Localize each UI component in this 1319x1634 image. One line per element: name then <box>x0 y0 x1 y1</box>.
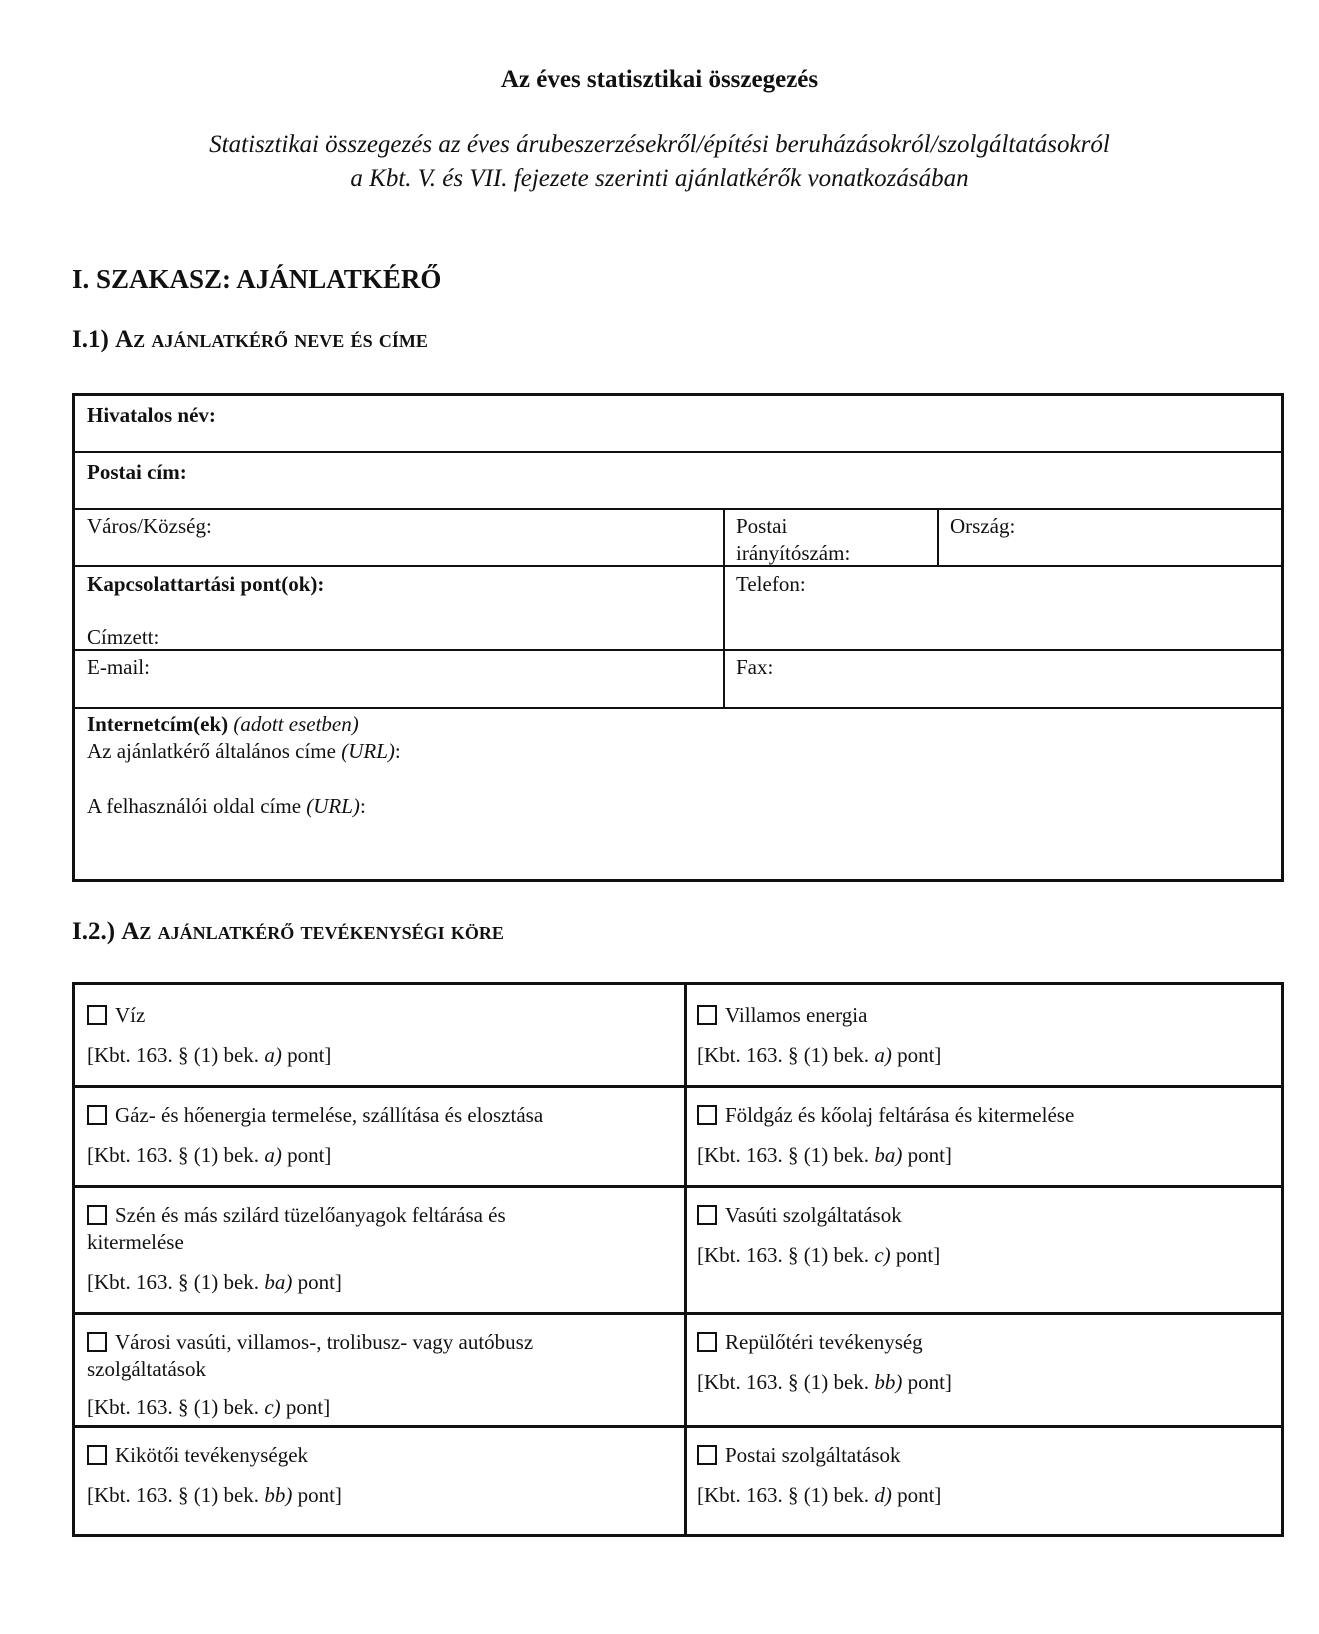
activity-reference <box>87 1395 330 1420</box>
city-label: Város/Község: <box>87 514 212 538</box>
ref-letter: d) <box>874 1483 892 1507</box>
ref-letter: c) <box>264 1395 281 1419</box>
ref-letter: a) <box>264 1043 282 1067</box>
row-divider <box>75 1085 1281 1088</box>
activity-label-cont: szolgáltatások <box>87 1357 206 1381</box>
activity-oil-gas-extraction[interactable] <box>697 1102 1074 1129</box>
buyer-profile-url-label <box>87 793 366 820</box>
activity-label-cont: kitermelése <box>87 1230 184 1254</box>
ref-letter: ba) <box>264 1270 293 1294</box>
activity-reference <box>87 1043 331 1068</box>
contracting-authority-table <box>72 393 1284 882</box>
activity-reference <box>697 1483 941 1508</box>
activity-label: Repülőtéri tevékenység <box>725 1330 923 1354</box>
internet-address-label <box>87 711 359 738</box>
row-divider <box>75 1185 1281 1188</box>
ref-suffix: pont] <box>897 1043 942 1067</box>
checkbox[interactable] <box>87 1445 107 1465</box>
general-url-label <box>87 738 401 765</box>
checkbox[interactable] <box>87 1205 107 1225</box>
activity-postal[interactable] <box>697 1442 901 1469</box>
activity-coal-extraction[interactable] <box>87 1202 506 1256</box>
phone-label: Telefon: <box>736 572 806 596</box>
ref-letter: a) <box>264 1143 282 1167</box>
contact-point-label: Kapcsolattartási pont(ok): <box>87 572 325 596</box>
activity-reference <box>87 1143 331 1168</box>
document-title: Az éves statisztikai összegezés <box>500 66 819 93</box>
checkbox[interactable] <box>87 1332 107 1352</box>
ref-suffix: pont] <box>297 1270 342 1294</box>
ref-text: [Kbt. 163. § (1) bek. <box>697 1370 870 1394</box>
subsection-heading-1 <box>72 326 428 354</box>
activity-label: Víz <box>115 1003 146 1027</box>
activity-urban-transport[interactable] <box>87 1329 533 1383</box>
activity-label: Postai szolgáltatások <box>725 1443 901 1467</box>
general-url-text: Az ajánlatkérő általános címe <box>87 739 336 763</box>
activity-label: Vasúti szolgáltatások <box>725 1203 902 1227</box>
activity-reference <box>697 1243 940 1268</box>
checkbox[interactable] <box>697 1105 717 1125</box>
checkbox[interactable] <box>697 1005 717 1025</box>
activity-label: Földgáz és kőolaj feltárása és kitermelése <box>725 1103 1075 1127</box>
row-divider <box>75 649 1281 651</box>
row-divider <box>75 451 1281 453</box>
ref-text: [Kbt. 163. § (1) bek. <box>697 1483 870 1507</box>
subsection-number: I.1) <box>72 326 109 353</box>
activity-label: Városi vasúti, villamos-, trolibusz- vagy autóbusz <box>115 1330 534 1354</box>
activity-label: Kikötői tevékenységek <box>115 1443 309 1467</box>
activity-label: Gáz- és hőenergia termelése, szállítása és elosztása <box>115 1103 544 1127</box>
activity-label: Villamos energia <box>725 1003 868 1027</box>
ref-text: [Kbt. 163. § (1) bek. <box>87 1043 260 1067</box>
activity-reference <box>87 1270 342 1295</box>
column-divider <box>723 508 725 707</box>
official-name-label: Hivatalos név: <box>87 403 216 427</box>
ref-letter: a) <box>874 1043 892 1067</box>
ref-letter: bb) <box>874 1370 903 1394</box>
activity-gas-heat[interactable] <box>87 1102 543 1129</box>
activity-reference <box>697 1370 952 1395</box>
row-divider <box>75 1312 1281 1315</box>
activity-port[interactable] <box>87 1442 308 1469</box>
subsection-title: Az ajánlatkérő tevékenységi köre <box>121 918 504 945</box>
subtitle-line-1: Statisztikai összegezés az éves árubeszerzésekről/építési beruházásokról/szolgáltatásokról <box>209 131 1110 158</box>
ref-suffix: pont] <box>907 1370 952 1394</box>
ref-text: [Kbt. 163. § (1) bek. <box>697 1043 870 1067</box>
url-note: (URL) <box>306 794 360 818</box>
url-note: (URL) <box>341 739 395 763</box>
activities-table <box>72 982 1284 1537</box>
postal-address-label: Postai cím: <box>87 460 187 484</box>
activity-electricity[interactable] <box>697 1002 867 1029</box>
internet-note: (adott esetben) <box>233 712 359 736</box>
subtitle-line-2: a Kbt. V. és VII. fejezete szerinti ajánlatkérők vonatkozásában <box>350 165 969 192</box>
row-divider <box>75 565 1281 567</box>
activity-airport[interactable] <box>697 1329 923 1356</box>
ref-text: [Kbt. 163. § (1) bek. <box>87 1483 260 1507</box>
ref-suffix: pont] <box>287 1143 332 1167</box>
activity-reference <box>697 1143 952 1168</box>
subsection-number: I.2.) <box>72 918 116 945</box>
subsection-heading-2 <box>72 918 504 946</box>
section-heading: I. SZAKASZ: AJÁNLATKÉRŐ <box>72 264 442 294</box>
ref-suffix: pont] <box>297 1483 342 1507</box>
ref-text: [Kbt. 163. § (1) bek. <box>697 1243 870 1267</box>
ref-suffix: pont] <box>287 1043 332 1067</box>
ref-suffix: pont] <box>895 1243 941 1267</box>
ref-text: [Kbt. 163. § (1) bek. <box>87 1270 260 1294</box>
column-divider <box>684 985 687 1534</box>
ref-text: [Kbt. 163. § (1) bek. <box>87 1395 260 1419</box>
activity-railway[interactable] <box>697 1202 902 1229</box>
checkbox[interactable] <box>87 1005 107 1025</box>
ref-letter: bb) <box>264 1483 293 1507</box>
country-label: Ország: <box>950 514 1016 538</box>
ref-suffix: pont] <box>897 1483 942 1507</box>
buyer-url-text: A felhasználói oldal címe <box>87 794 302 818</box>
internet-label: Internetcím(ek) <box>87 712 229 736</box>
checkbox[interactable] <box>87 1105 107 1125</box>
fax-label: Fax: <box>736 655 774 679</box>
email-label: E-mail: <box>87 655 150 679</box>
row-divider <box>75 1425 1281 1428</box>
ref-text: [Kbt. 163. § (1) bek. <box>87 1143 260 1167</box>
document-subtitle <box>0 128 1319 196</box>
postcode-label <box>736 513 850 567</box>
activity-label: Szén és más szilárd tüzelőanyagok feltárása és <box>115 1203 506 1227</box>
activity-water[interactable] <box>87 1002 145 1029</box>
row-divider <box>75 707 1281 709</box>
checkbox[interactable] <box>697 1332 717 1352</box>
colon: : <box>394 739 401 763</box>
ref-suffix: pont] <box>285 1395 331 1419</box>
ref-text: [Kbt. 163. § (1) bek. <box>697 1143 870 1167</box>
postcode-label-line-2: irányítószám: <box>736 541 851 565</box>
recipient-label: Címzett: <box>87 625 160 649</box>
ref-letter: ba) <box>874 1143 903 1167</box>
ref-letter: c) <box>874 1243 891 1267</box>
subsection-title: Az ajánlatkérő neve és címe <box>115 326 428 353</box>
colon: : <box>359 794 366 818</box>
activity-reference <box>87 1483 342 1508</box>
activity-reference <box>697 1043 941 1068</box>
checkbox[interactable] <box>697 1445 717 1465</box>
column-divider <box>937 508 939 565</box>
row-divider <box>75 508 1281 510</box>
checkbox[interactable] <box>697 1205 717 1225</box>
postcode-label-line-1: Postai <box>736 514 788 538</box>
ref-suffix: pont] <box>907 1143 952 1167</box>
